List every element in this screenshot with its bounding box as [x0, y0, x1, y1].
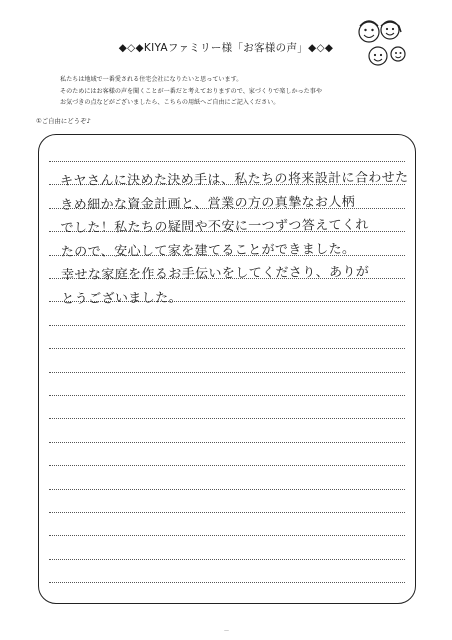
ruled-line [49, 372, 405, 373]
handwritten-line: 幸せな家庭を作るお手伝いをしてくださり、ありが [61, 265, 370, 284]
ruled-line [49, 395, 405, 396]
ruled-line [49, 489, 405, 490]
intro-text [60, 74, 400, 109]
handwritten-line: きめ細かな資金計画と、営業の方の真摯なお人柄 [60, 194, 356, 213]
ruled-line [49, 325, 405, 326]
intro-line: 私たちは地域で一番愛される住宅会社になりたいと思っています。 [60, 76, 243, 83]
ruled-line [49, 418, 405, 419]
smiling-family-icon [354, 18, 408, 70]
ruled-line [49, 465, 405, 466]
handwritten-line: でした！私たちの疑問や不安に一つずつ答えてくれ [60, 217, 369, 237]
ruled-line [49, 161, 405, 162]
intro-line: お気づきの点などがございましたら、こちらの用紙へご自由にご記入ください。 [60, 99, 280, 106]
intro-line: そのためにはお客様の声を聞くことが一番だと考えておりますので、家づくりで楽しかった事や [60, 87, 322, 95]
ruled-line [49, 512, 405, 513]
page-title: ◆◇◆KIYAファミリー様「お客様の声」◆◇◆ [118, 42, 334, 54]
handwritten-line: キヤさんに決めた決め手は、私たちの将来設計に合わせた [60, 170, 409, 189]
ruled-line [49, 559, 405, 560]
page-mark: — [224, 628, 229, 634]
handwritten-line: たので、安心して家を建てることができました。 [60, 241, 356, 260]
ruled-line [49, 535, 405, 536]
section-label: ①ご自由にどうぞ♪ [36, 117, 91, 125]
handwritten-comment [60, 166, 411, 311]
handwritten-line: とうございました。 [61, 290, 183, 307]
ruled-line [49, 442, 405, 443]
ruled-line [49, 582, 405, 583]
ruled-line [49, 348, 405, 349]
